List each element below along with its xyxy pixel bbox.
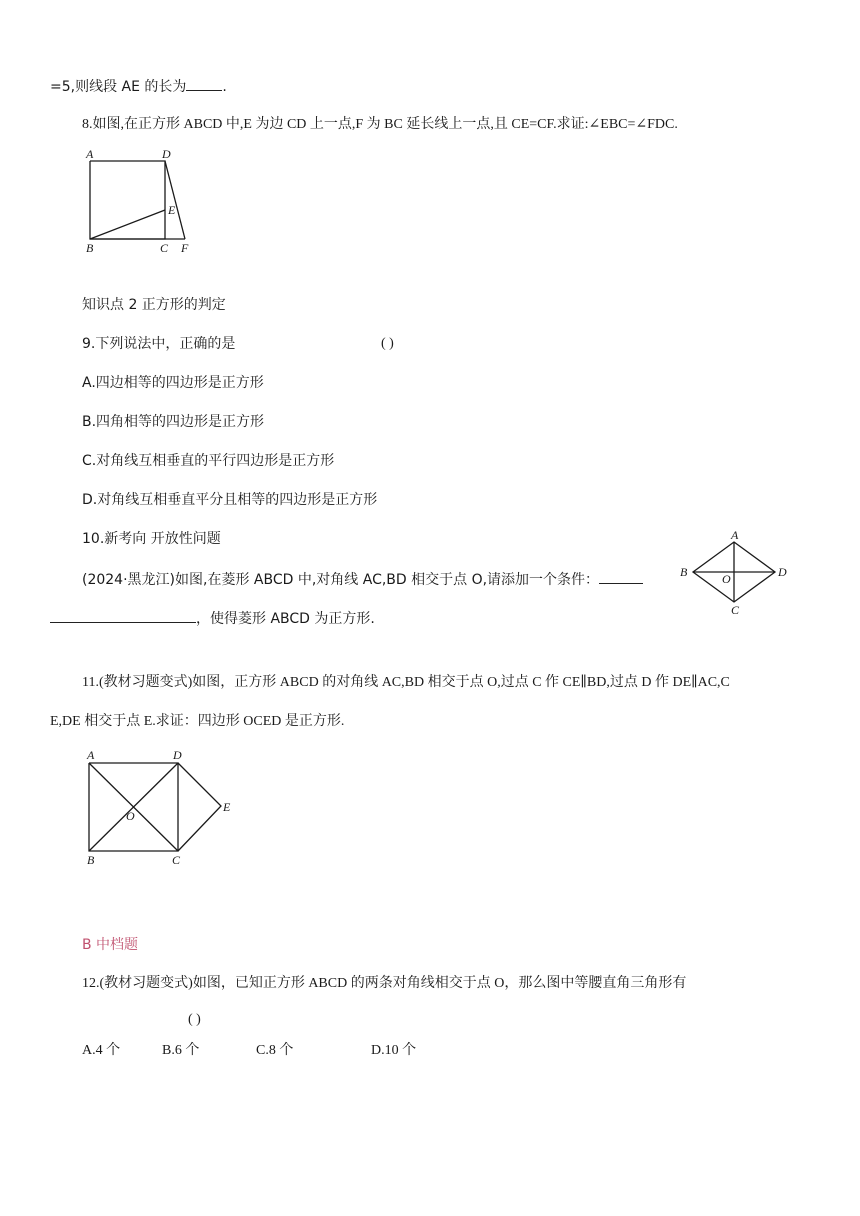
label-d: D [778, 565, 787, 579]
knowledge-point-heading: 知识点 2 正方形的判定 [82, 297, 226, 313]
label-d: D [162, 147, 171, 161]
label-c: C [160, 241, 169, 255]
label-e: E [168, 203, 176, 217]
label-o: O [126, 809, 135, 823]
answer-blank-10b[interactable] [50, 608, 196, 623]
segment-be [90, 210, 165, 239]
option-9b: B.四角相等的四边形是正方形 [82, 414, 265, 430]
ae-question-end: . [222, 79, 227, 95]
option-12d: D.10 个 [371, 1043, 417, 1058]
label-o: O [722, 572, 731, 586]
label-b: B [680, 565, 688, 579]
figure-11 [80, 744, 240, 874]
option-12a: A.4 个 [82, 1043, 121, 1058]
section-b-heading: B 中档题 [82, 937, 139, 953]
label-a: A [731, 528, 739, 542]
question-10-title: 10.新考向 开放性问题 [82, 531, 221, 547]
question-10-tail: ，使得菱形 ABCD 为正方形. [196, 611, 375, 627]
label-b: B [86, 241, 94, 255]
label-b: B [87, 853, 95, 867]
segment-df [165, 161, 185, 239]
label-c: C [172, 853, 181, 867]
option-9a: A.四边相等的四边形是正方形 [82, 375, 264, 391]
question-12: 12.(教材习题变式)如图，已知正方形 ABCD 的两条对角线相交于点 O，那么图中等腰直角三角形有 [82, 976, 687, 991]
option-12b: B.6 个 [162, 1043, 200, 1058]
answer-paren-12[interactable]: ( ) [188, 1012, 201, 1027]
square-abcd [90, 161, 165, 239]
label-a: A [86, 147, 94, 161]
figure-8 [80, 148, 210, 258]
question-8: 8.如图,在正方形 ABCD 中,E 为边 CD 上一点,F 为 BC 延长线上一点,且 CE=CF.求证:∠EBC=∠FDC. [82, 117, 678, 132]
label-a: A [87, 748, 95, 762]
option-12c: C.8 个 [256, 1043, 294, 1058]
label-d: D [173, 748, 182, 762]
question-10-text: (2024·黑龙江)如图,在菱形 ABCD 中,对角线 AC,BD 相交于点 O,请添加一个条件： [82, 572, 600, 588]
answer-blank-10a[interactable] [599, 569, 643, 584]
question-11: 11.(教材习题变式)如图，正方形 ABCD 的对角线 AC,BD 相交于点 O,过点 C 作 CE∥BD,过点 D 作 DE∥AC,C [82, 675, 730, 690]
label-e: E [223, 800, 231, 814]
text-line-ae-answer [50, 76, 227, 96]
answer-blank[interactable] [186, 76, 222, 91]
option-9d: D.对角线互相垂直平分且相等的四边形是正方形 [82, 492, 378, 508]
question-9: 9.下列说法中，正确的是 [82, 336, 236, 352]
segments-de-ce [178, 763, 221, 851]
label-c: C [731, 603, 740, 617]
question-11-continued: E,DE 相交于点 E.求证：四边形 OCED 是正方形. [50, 714, 345, 729]
label-f: F [181, 241, 189, 255]
question-10-body [82, 569, 643, 589]
question-10-continued [50, 608, 375, 628]
ae-question-text: =5,则线段 AE 的长为 [50, 79, 187, 95]
option-9c: C.对角线互相垂直的平行四边形是正方形 [82, 453, 335, 469]
figure-10-rhombus [676, 530, 796, 620]
answer-paren-9[interactable]: ( ) [381, 336, 394, 351]
